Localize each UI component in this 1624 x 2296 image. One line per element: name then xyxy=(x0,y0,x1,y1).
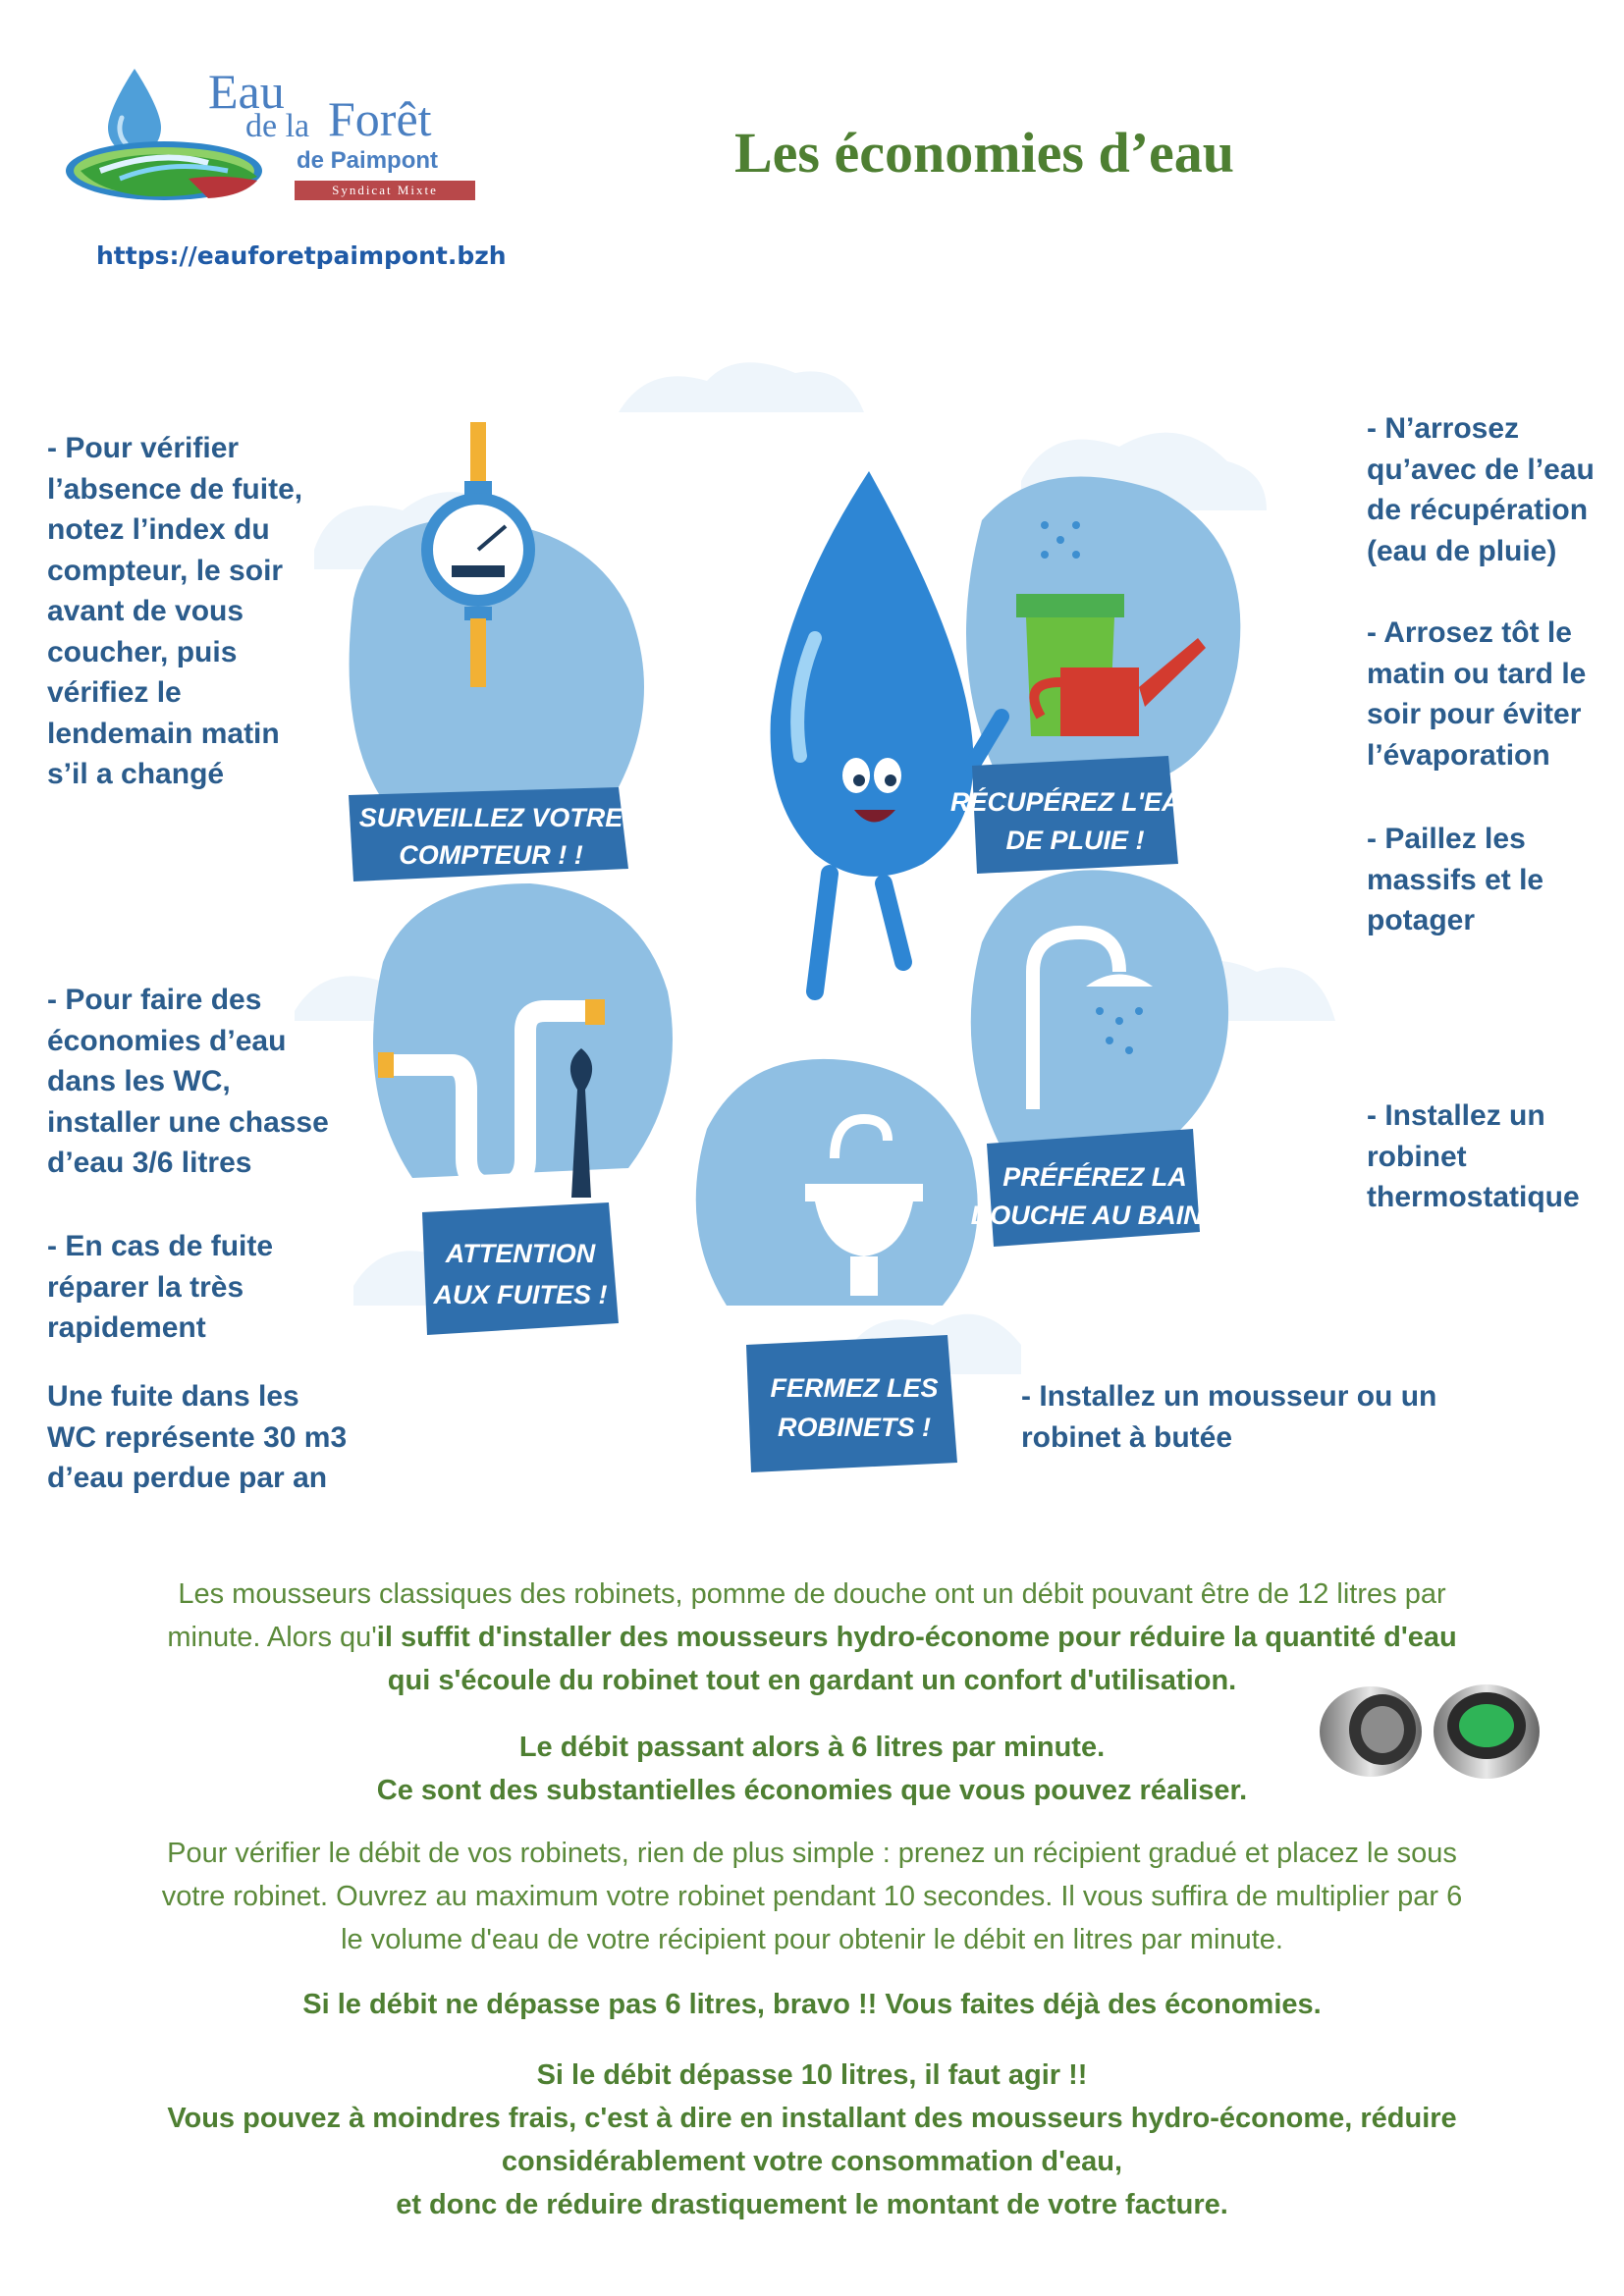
tip-line: potager xyxy=(1367,904,1476,936)
paragraph-line: Vous pouvez à moindres frais, c'est à dire en installant des mousseurs hydro-économe, réduire xyxy=(167,2103,1457,2134)
paragraph-text: minute. Alors qu' xyxy=(167,1622,377,1653)
tip-line: dans les WC, xyxy=(47,1065,231,1097)
card-compteur xyxy=(349,787,628,881)
logo-word-de-la: de la xyxy=(245,108,310,144)
tip-line: rapidement xyxy=(47,1311,206,1344)
card-douche xyxy=(971,1129,1219,1247)
tip-arrosage xyxy=(1367,613,1586,775)
tip-line: soir pour éviter xyxy=(1367,698,1582,730)
tip-line: vérifiez le xyxy=(47,676,182,709)
tip-line: (eau de pluie) xyxy=(1367,534,1557,567)
paragraph-line: et donc de réduire drastiquement le montant de votre facture. xyxy=(396,2189,1228,2220)
paragraph-line: le volume d'eau de votre récipient pour obtenir le débit en litres par minute. xyxy=(341,1924,1283,1955)
card-douche-line1: PRÉFÉREZ LA xyxy=(1002,1162,1187,1192)
card-compteur-line1: SURVEILLEZ VOTRE xyxy=(358,803,623,832)
tip-paillage xyxy=(1367,819,1543,941)
tip-line: Une fuite dans les xyxy=(47,1380,299,1413)
page-title: Les économies d’eau xyxy=(734,121,1235,185)
card-robinets xyxy=(746,1335,957,1472)
tip-line: thermostatique xyxy=(1367,1181,1580,1213)
paragraph-line: Les mousseurs classiques des robinets, pomme de douche ont un débit pouvant être de 12 litres par xyxy=(178,1578,1446,1610)
water-drop-mascot-icon xyxy=(771,471,1001,991)
tip-line: - En cas de fuite xyxy=(47,1230,274,1262)
paragraph-line: Si le débit dépasse 10 litres, il faut agir !! xyxy=(536,2059,1088,2091)
tip-line: massifs et le xyxy=(1367,863,1544,896)
water-saving-illustration xyxy=(295,344,1355,1482)
tip-line: notez l’index du xyxy=(47,513,270,546)
tip-line: lendemain matin xyxy=(47,717,280,750)
tip-line: robinet xyxy=(1367,1140,1467,1173)
paragraph-line xyxy=(59,1616,1565,1659)
tip-line: économies d’eau xyxy=(47,1024,287,1057)
syndicat-logo xyxy=(61,61,503,218)
card-fuites-line1: ATTENTION xyxy=(445,1239,596,1268)
tip-wc xyxy=(47,980,329,1184)
aerator-icon xyxy=(1312,1677,1547,1785)
tip-line: - Installez un mousseur ou un xyxy=(1021,1380,1437,1413)
logo-word-eau: Eau xyxy=(208,64,285,119)
card-robinets-line1: FERMEZ LES xyxy=(770,1373,939,1403)
paragraph-line: Pour vérifier le débit de vos robinets, rien de plus simple : prenez un récipient gradué et placez le sous xyxy=(167,1838,1457,1869)
card-fuites xyxy=(422,1202,619,1335)
card-pluie xyxy=(950,756,1201,874)
tip-line: installer une chasse xyxy=(47,1105,329,1139)
tip-line: l’évaporation xyxy=(1367,738,1550,772)
paragraph-bravo xyxy=(59,1983,1565,2026)
tip-line: - Paillez les xyxy=(1367,823,1526,855)
tip-line: matin ou tard le xyxy=(1367,657,1587,690)
paragraph-line: votre robinet. Ouvrez au maximum votre robinet pendant 10 secondes. Il vous suffira de multiplier par 6 xyxy=(161,1881,1463,1912)
paragraph-line: Le débit passant alors à 6 litres par minute. xyxy=(518,1732,1106,1763)
card-pluie-line2: DE PLUIE ! xyxy=(1005,826,1145,855)
tip-compteur xyxy=(47,428,302,795)
tip-line: de récupération xyxy=(1367,494,1589,526)
card-fuites-line2: AUX FUITES ! xyxy=(433,1280,608,1309)
paragraph-line: considérablement votre consommation d'eau, xyxy=(501,2146,1123,2177)
tip-line: robinet à butée xyxy=(1021,1420,1233,1454)
tip-line: WC représente 30 m3 xyxy=(47,1420,348,1454)
paragraph-verification xyxy=(59,1832,1565,1961)
tip-fuite xyxy=(47,1226,273,1349)
paragraph-line: Si le débit ne dépasse pas 6 litres, bravo !! Vous faites déjà des économies. xyxy=(302,1989,1322,2020)
tip-pluie xyxy=(1367,408,1595,571)
logo-word-paimpont: de Paimpont xyxy=(297,147,439,174)
card-pluie-line1: RÉCUPÉREZ L'EAU xyxy=(950,787,1200,817)
tip-line: l’absence de fuite, xyxy=(47,472,303,506)
tip-line: - Installez un xyxy=(1367,1099,1545,1132)
tip-line: - Pour vérifier xyxy=(47,432,240,464)
logo-word-foret: Forêt xyxy=(328,91,432,146)
tip-line: réparer la très xyxy=(47,1270,244,1304)
tip-line: avant de vous xyxy=(47,595,244,627)
card-robinets-line2: ROBINETS ! xyxy=(777,1413,932,1442)
card-compteur-line2: COMPTEUR ! ! xyxy=(399,840,583,870)
tip-thermostat xyxy=(1367,1095,1580,1218)
tip-line: coucher, puis xyxy=(47,635,238,668)
card-douche-line2: DOUCHE AU BAIN ! xyxy=(970,1201,1219,1230)
tip-line: qu’avec de l’eau xyxy=(1367,453,1595,486)
tip-line: compteur, le soir xyxy=(47,554,284,587)
tip-line: - N’arrosez xyxy=(1367,412,1520,445)
tip-line: d’eau perdue par an xyxy=(47,1462,328,1494)
paragraph-emphasis: qui s'écoule du robinet tout en gardant un confort d'utilisation. xyxy=(387,1665,1237,1696)
tip-line: d’eau 3/6 litres xyxy=(47,1147,252,1179)
website-link[interactable]: https://eauforetpaimpont.bzh xyxy=(96,241,507,270)
tip-mousseur xyxy=(1021,1376,1436,1458)
tip-wc-fact xyxy=(47,1376,347,1499)
tip-line: - Arrosez tôt le xyxy=(1367,616,1572,649)
logo-tagline: Syndicat Mixte xyxy=(332,183,438,197)
logo-tagline-band xyxy=(295,181,475,200)
paragraph-agir xyxy=(59,2054,1565,2226)
tip-line: - Pour faire des xyxy=(47,984,262,1016)
paragraph-emphasis: il suffit d'installer des mousseurs hydro-économe pour réduire la quantité d'eau xyxy=(376,1622,1457,1653)
paragraph-line: Ce sont des substantielles économies que vous pouvez réaliser. xyxy=(376,1775,1248,1806)
tip-line: s’il a changé xyxy=(47,758,225,790)
